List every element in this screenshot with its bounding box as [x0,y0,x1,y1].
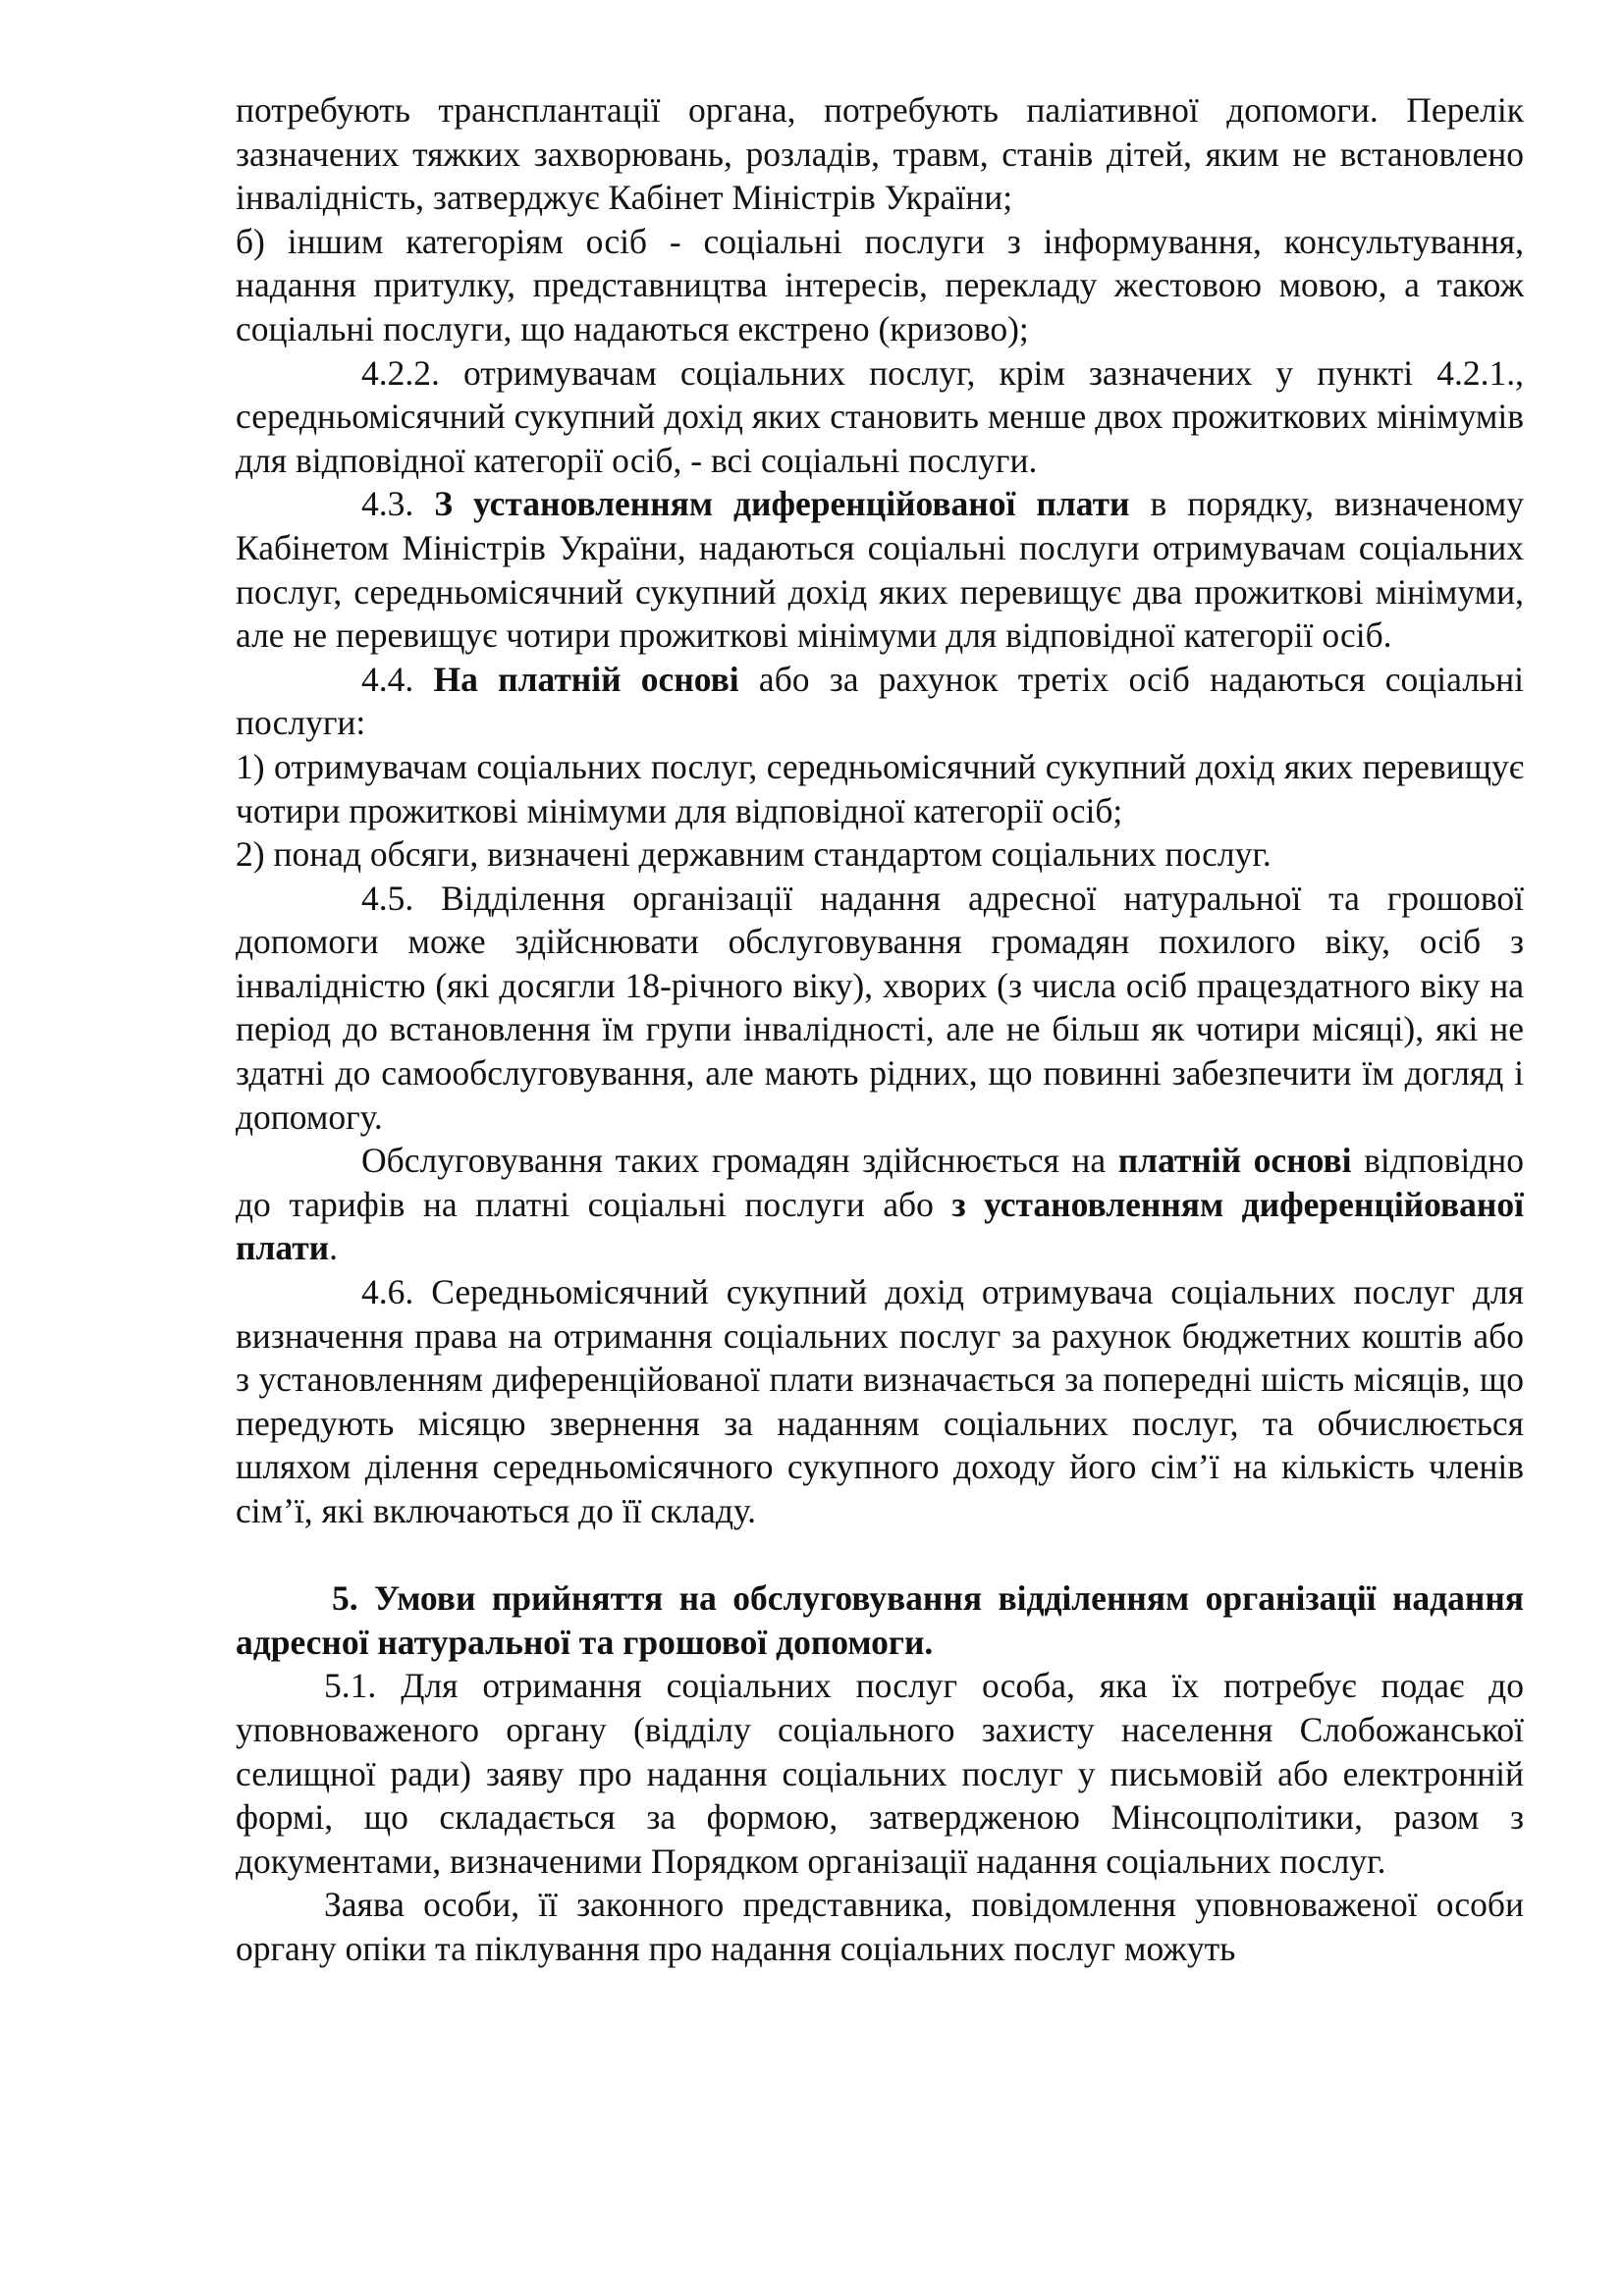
list-item-1: 1) отримувачам соціальних послуг, середньомісячний сукупний дохід яких перевищує чотири прожиткові мінімуми для відповідної категорії осіб; [236,746,1524,830]
paragraph-4-4-text: або за рахунок третіх осіб надаються соціальні послуги: [236,659,1525,743]
paragraph-4-4-bold-phrase: На платній основі [433,659,739,699]
paragraph-transplant-continuation: потребують трансплантації органа, потребують паліативної допомоги. Перелік зазначених тяжких захворювань, розладів, травм, станів дітей, яким не встановлено інвалідність, затверджує Кабінет Міністрів України; [236,90,1524,218]
paragraph-4-3-bold-phrase: З установленням диференційованої плати [434,484,1130,524]
payment-text-1: Обслуговування таких громадян здійснюється на [361,1141,1118,1181]
payment-text-2: відповідно до тарифів на платні соціальні послуги або [236,1141,1525,1224]
paragraph-other-categories: б) іншим категоріям осіб - соціальні послуги з інформування, консультування, надання притулку, представництва інтересів, перекладу жестовою мовою, а також соціальні послуги, що надаються екстрено (кризово); [236,221,1524,348]
section-gap [236,1533,1524,1577]
payment-text-3: . [329,1228,338,1268]
payment-bold-2: з установленням диференційованої плати [236,1184,1524,1268]
paragraph-4-4-number: 4.4. [361,659,434,699]
section-5-heading: 5. Умови прийняття на обслуговування відділенням організації надання адресної натуральної та грошової допомоги. [236,1578,1524,1662]
paragraph-4-3 [236,482,1524,657]
paragraph-4-3-number: 4.3. [361,484,435,524]
paragraph-4-4 [236,658,1524,745]
paragraph-4-3-text: в порядку, визначеному Кабінетом Міністрів України, надаються соціальні послуги отримувачам соціальних послуг, середньомісячний сукупний дохід яких перевищує два прожиткові мінімуми, але не перевищує чотири прожиткові мінімуми для відповідної категорії осіб. [236,484,1525,656]
paragraph-4-2-2: 4.2.2. отримувачам соціальних послуг, крім зазначених у пункті 4.2.1., середньомісячний сукупний дохід яких становить менше двох прожиткових мінімумів для відповідної категорії осіб, - всі соціальні послуги. [236,352,1524,480]
paragraph-4-5: 4.5. Відділення організації надання адресної натуральної та грошової допомоги може здійснювати обслуговування громадян похилого віку, осіб з інвалідністю (які досягли 18-річного віку), хворих (з числа осіб працездатного віку на період до встановлення їм групи інвалідності, але не більш як чотири місяці), які не здатні до самообслуговування, але мають рідних, що повинні забезпечити їм догляд і допомогу. [236,878,1524,1137]
paragraph-application: Заява особи, її законного представника, повідомлення уповноваженої особи органу опіки та піклування про надання соціальних послуг можуть [236,1885,1524,1968]
document-page [236,88,1524,1971]
payment-bold-1: платній основі [1117,1141,1352,1181]
list-item-2: 2) понад обсяги, визначені державним стандартом соціальних послуг. [236,834,1272,875]
paragraph-5-1: 5.1. Для отримання соціальних послуг особа, яка їх потребує подає до уповноваженого органу (відділу соціального захисту населення Слобожанської селищної ради) заяву про надання соціальних послуг у письмовій або електронній формі, що складається за формою, затвердженою Мінсоцполітики, разом з документами, визначеними Порядком організації надання соціальних послуг. [236,1666,1524,1881]
paragraph-4-6: 4.6. Середньомісячний сукупний дохід отримувача соціальних послуг для визначення права на отримання соціальних послуг за рахунок бюджетних коштів або з установленням диференційованої плати визначається за попередні шість місяців, що передують місяцю звернення за наданням соціальних послуг, та обчислюється шляхом ділення середньомісячного сукупного доходу його сім’ї на кількість членів сім’ї, які включаються до її складу. [236,1272,1524,1530]
paragraph-service-payment [236,1139,1524,1270]
